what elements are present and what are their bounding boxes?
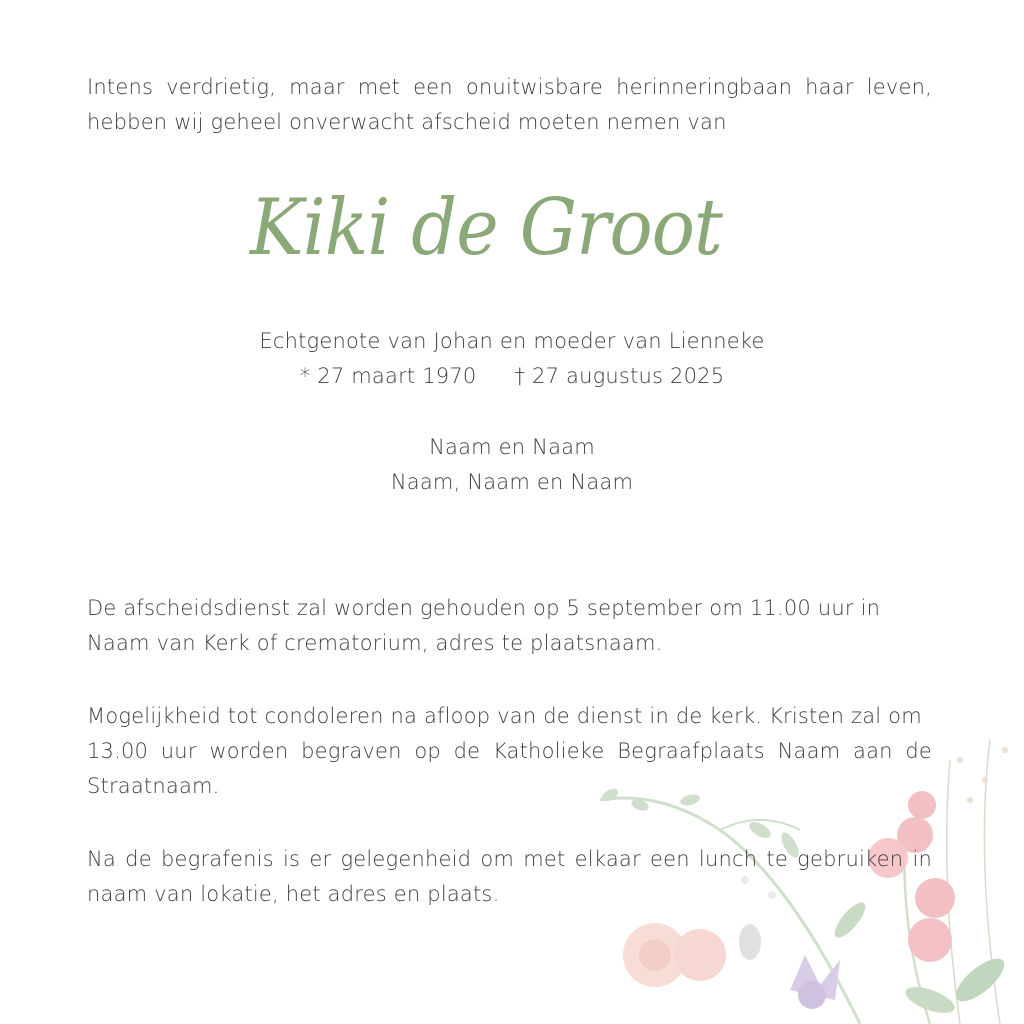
relation-line: Echtgenote van Johan en moeder van Lienneke bbox=[259, 329, 765, 353]
lunch-line-1: Na de begrafenis is er gelegenheid om met elkaar een lunch te gebruiken in bbox=[87, 847, 932, 871]
service-paragraph bbox=[87, 591, 932, 661]
birth-date: * 27 maart 1970 bbox=[299, 364, 477, 388]
life-dates bbox=[0, 359, 1024, 394]
family-line-1: Naam en Naam bbox=[429, 435, 595, 459]
service-line-2: Naam van Kerk of crematorium, adres te plaatsnaam. bbox=[87, 631, 663, 655]
condolence-paragraph bbox=[87, 699, 932, 804]
intro-line-1: Intens verdrietig, maar met een onuitwisbare herinneringbaan haar leven, bbox=[87, 75, 932, 99]
service-line-1: De afscheidsdienst zal worden gehouden op 5 september om 11.00 uur in bbox=[87, 596, 881, 620]
condolence-line-1: Mogelijkheid tot condoleren na afloop van de dienst in de kerk. Kristen zal om bbox=[87, 704, 922, 728]
family-line-2: Naam, Naam en Naam bbox=[390, 470, 634, 494]
deceased-name: Kiki de Groot bbox=[250, 183, 722, 273]
death-date: † 27 augustus 2025 bbox=[514, 364, 725, 388]
intro-text bbox=[87, 70, 932, 140]
condolence-line-2: 13.00 uur worden begraven op de Katholieke Begraafplaats Naam aan de bbox=[87, 739, 932, 763]
condolence-line-3: Straatnaam. bbox=[87, 774, 220, 798]
intro-line-2: hebben wij geheel onverwacht afscheid moeten nemen van bbox=[87, 110, 727, 134]
lunch-paragraph bbox=[87, 842, 932, 912]
lunch-line-2: naam van lokatie, het adres en plaats. bbox=[87, 882, 500, 906]
